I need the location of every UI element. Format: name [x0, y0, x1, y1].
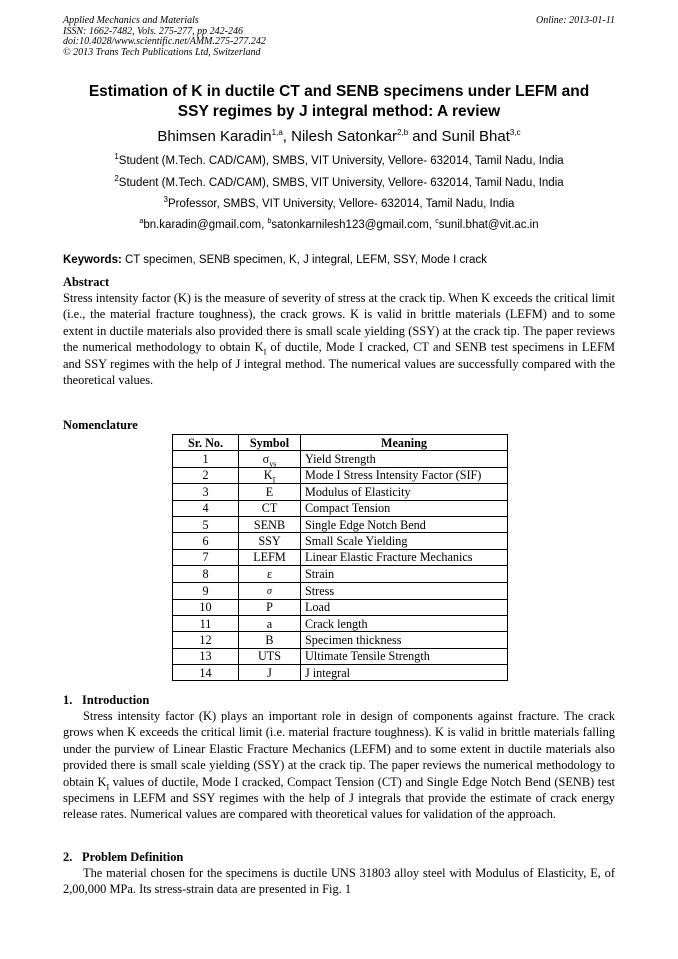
symbol-cell	[239, 582, 301, 599]
sr-no-cell: 12	[173, 632, 239, 648]
symbol-cell	[239, 599, 301, 615]
symbol-cell	[239, 549, 301, 565]
author-separator: and	[408, 128, 442, 145]
sr-no-cell: 7	[173, 549, 239, 565]
sr-no-cell: 6	[173, 533, 239, 549]
issn-line: ISSN: 1662-7482, Vols. 275-277, pp 242-246	[63, 25, 243, 37]
symbol-cell	[239, 648, 301, 664]
introduction-text-part: values of ductile, Mode I cracked, Compact Tension (CT) and Single Edge Notch Bend (SENB) test specimens in LEFM and SSY regimes with the help of J integrals that provide the estimate of crack energy release rates. Numerical values are compared with theoretical values for validation of the approach.	[63, 774, 615, 822]
meaning-cell: Single Edge Notch Bend	[301, 516, 508, 532]
section-number: 2.	[63, 850, 73, 864]
table-row	[173, 451, 508, 467]
symbol-cell	[239, 615, 301, 631]
affiliation-text: Professor, SMBS, VIT University, Vellore- 632014, Tamil Nadu, India	[168, 198, 515, 210]
problem-heading	[63, 850, 183, 865]
author-name: Nilesh Satonkar	[291, 128, 398, 145]
copyright-line: © 2013 Trans Tech Publications Ltd, Switzerland	[63, 46, 261, 58]
email-list	[63, 218, 615, 232]
author-affil-mark: 2,b	[397, 128, 409, 137]
sr-no-cell: 4	[173, 500, 239, 516]
table-row	[173, 516, 508, 532]
introduction-text	[63, 708, 615, 823]
meaning-cell: Modulus of Elasticity	[301, 484, 508, 500]
section-title: Problem Definition	[82, 850, 184, 864]
table-row	[173, 599, 508, 615]
sr-no-cell: 3	[173, 484, 239, 500]
meaning-cell: Specimen thickness	[301, 632, 508, 648]
sr-no-cell: 1	[173, 451, 239, 467]
symbol-cell	[239, 632, 301, 648]
author-list	[63, 128, 615, 146]
email-link[interactable]: satonkarnilesh123@gmail.com,	[271, 219, 436, 231]
sr-no-cell: 13	[173, 648, 239, 664]
sr-no-cell: 2	[173, 467, 239, 483]
symbol-cell	[239, 533, 301, 549]
email-mark: b	[267, 218, 272, 226]
symbol-text: a	[266, 616, 273, 631]
column-header: Symbol	[239, 435, 301, 451]
sr-no-cell: 14	[173, 665, 239, 681]
meaning-cell: Linear Elastic Fracture Mechanics	[301, 549, 508, 565]
symbol-cell	[239, 665, 301, 681]
affiliation-2	[63, 176, 615, 190]
table-row	[173, 665, 508, 681]
affiliation-3	[63, 197, 615, 211]
table-row	[173, 566, 508, 582]
affiliation-mark: 1	[114, 152, 119, 162]
meaning-cell: Crack length	[301, 615, 508, 631]
abstract-text-part: of ductile, Mode I cracked, CT and SENB test specimens in LEFM and SSY regimes with the help of J integral method. The numerical values are successfully compared with the theoretical values.	[63, 340, 615, 388]
table-row	[173, 615, 508, 631]
nomenclature-heading: Nomenclature	[63, 418, 138, 432]
symbol-text: E	[265, 484, 274, 499]
author-separator: ,	[282, 128, 292, 145]
doi-line: doi:10.4028/www.scientific.net/AMM.275-277.242	[63, 36, 266, 47]
affiliation-text: Student (M.Tech. CAD/CAM), SMBS, VIT University, Vellore- 632014, Tamil Nadu, India	[118, 155, 564, 167]
affiliation-1	[63, 154, 615, 168]
table-row	[173, 467, 508, 483]
symbol-text: P	[266, 600, 273, 615]
table-row	[173, 533, 508, 549]
abstract-text-part: Stress intensity factor (K) is the measure of severity of stress at the crack tip. When K exceeds the critical limit (i.e., the material fracture toughness), the crack grows. K is valid in brittle materials (LEFM) and to some extent in ductile materials also provided there is small scale yielding (SSY) at the crack tip. The paper reviews the numerical methodology to obtain K	[63, 291, 615, 355]
section-title: Introduction	[82, 693, 150, 707]
symbol-text: SSY	[258, 534, 281, 549]
table-row	[173, 484, 508, 500]
sr-no-cell: 11	[173, 615, 239, 631]
section-number: 1.	[63, 693, 73, 707]
email-mark: a	[139, 218, 144, 226]
sr-no-cell: 10	[173, 599, 239, 615]
table-body	[173, 451, 508, 681]
table-header-row	[173, 435, 508, 451]
keywords-text: CT specimen, SENB specimen, K, J integral, LEFM, SSY, Mode I crack	[121, 254, 487, 266]
abstract-text	[63, 290, 615, 388]
online-date: Online: 2013-01-11	[536, 15, 615, 26]
symbol-text: CT	[261, 501, 278, 516]
journal-header	[63, 16, 615, 58]
sr-no-cell: 5	[173, 516, 239, 532]
table-row	[173, 549, 508, 565]
column-header: Meaning	[301, 435, 508, 451]
email-link[interactable]: bn.karadin@gmail.com,	[143, 219, 268, 231]
symbol-subscript: ys	[269, 459, 277, 469]
meaning-cell: Load	[301, 599, 508, 615]
table-row	[173, 500, 508, 516]
symbol-cell	[239, 451, 301, 467]
meaning-cell: Strain	[301, 566, 508, 582]
sr-no-cell: 9	[173, 582, 239, 599]
symbol-text: LEFM	[253, 550, 286, 565]
affiliation-mark: 3	[163, 195, 168, 205]
sr-no-cell: 8	[173, 566, 239, 582]
table-row	[173, 632, 508, 648]
table-row	[173, 648, 508, 664]
symbol-text: σ	[267, 585, 272, 597]
title-line-1: Estimation of K in ductile CT and SENB specimens under LEFM and	[88, 83, 590, 100]
symbol-subscript: I	[272, 475, 276, 485]
meaning-cell: Small Scale Yielding	[301, 533, 508, 549]
title-line-2: SSY regimes by J integral method: A review	[177, 103, 501, 120]
meaning-cell: Stress	[301, 582, 508, 599]
symbol-text: K	[263, 468, 273, 483]
author-affil-mark: 3,c	[509, 128, 521, 137]
symbol-text: SENB	[253, 517, 286, 532]
meaning-cell: Compact Tension	[301, 500, 508, 516]
symbol-text: J	[267, 665, 272, 680]
introduction-subscript: I	[106, 782, 110, 792]
meaning-cell: Mode I Stress Intensity Factor (SIF)	[301, 467, 508, 483]
introduction-heading	[63, 693, 149, 708]
symbol-text: UTS	[257, 649, 282, 664]
symbol-cell	[239, 500, 301, 516]
introduction-text-part: Stress intensity factor (K) plays an important role in design of components against fracture. The crack grows when K exceeds the critical limit (i.e. material fracture toughness). K is valid in brittle materials falling under the purview of Linear Elastic Fracture Mechanics (LEFM) and to some extent in ductile materials also provided there is small scale yielding (SSY) at the crack tip. The paper reviews the numerical methodology to obtain K	[63, 709, 615, 789]
problem-text: The material chosen for the specimens is ductile UNS 31803 alloy steel with Modulus of Elasticity, E, of 2,00,000 MPa. Its stress-strain data are presented in Fig. 1	[63, 866, 615, 897]
symbol-cell	[239, 484, 301, 500]
affiliation-mark: 2	[114, 174, 119, 184]
meaning-cell: Yield Strength	[301, 451, 508, 467]
abstract-subscript: I	[263, 347, 267, 357]
author-affil-mark: 1,a	[271, 128, 283, 137]
abstract-heading: Abstract	[63, 275, 110, 289]
symbol-cell	[239, 516, 301, 532]
symbol-cell	[239, 566, 301, 582]
symbol-text: ε	[266, 566, 273, 581]
nomenclature-table	[172, 434, 508, 681]
paper-title	[63, 82, 615, 122]
table-row	[173, 582, 508, 599]
symbol-text: B	[265, 632, 274, 647]
author-name: Sunil Bhat	[441, 128, 510, 145]
keywords	[63, 253, 615, 267]
symbol-text: σ	[262, 452, 270, 467]
symbol-cell	[239, 467, 301, 483]
journal-name: Applied Mechanics and Materials	[63, 15, 199, 26]
column-header: Sr. No.	[173, 435, 239, 451]
email-mark: c	[435, 218, 439, 226]
meaning-cell: Ultimate Tensile Strength	[301, 648, 508, 664]
meaning-cell: J integral	[301, 665, 508, 681]
email-link[interactable]: sunil.bhat@vit.ac.in	[438, 219, 539, 231]
keywords-label: Keywords:	[63, 254, 122, 266]
author-name: Bhimsen Karadin	[157, 128, 272, 145]
affiliation-text: Student (M.Tech. CAD/CAM), SMBS, VIT University, Vellore- 632014, Tamil Nadu, India	[118, 177, 564, 189]
